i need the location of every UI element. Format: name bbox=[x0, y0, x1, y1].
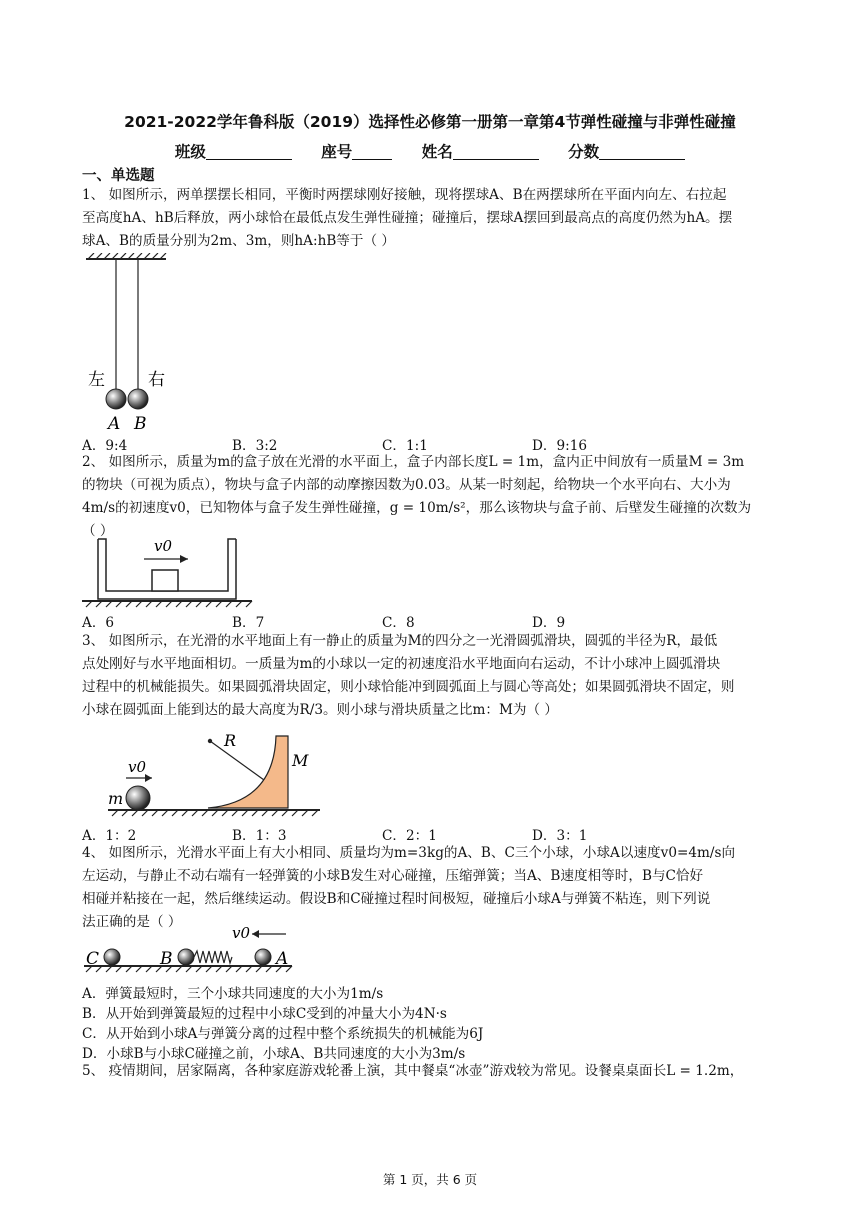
label-big-m: M bbox=[292, 751, 309, 770]
ball-b bbox=[128, 389, 148, 409]
score-field[interactable]: 分数 bbox=[568, 140, 685, 162]
question-line: 相碰并粘接在一起，然后继续运动。假设B和C碰撞过程时间极短，碰撞后小球A与弹簧不粘连，则下列说 bbox=[82, 891, 711, 907]
option-a[interactable]: A．6 bbox=[82, 615, 115, 631]
option-d[interactable]: D．9 bbox=[532, 615, 566, 631]
option-d[interactable]: D．小球B与小球C碰撞之前，小球A、B共同速度的大小为3m/s bbox=[82, 1046, 466, 1062]
option-b[interactable]: B．7 bbox=[232, 615, 265, 631]
name-field[interactable]: 姓名 bbox=[422, 140, 539, 162]
ball-b bbox=[178, 949, 194, 965]
option-b[interactable]: B．1：3 bbox=[232, 828, 287, 844]
question-line: 过程中的机械能损失。如果圆弧滑块固定，则小球恰能冲到圆弧面上与圆心等高处；如果圆弧滑块不固定，则 bbox=[82, 679, 735, 695]
option-b[interactable]: B．3:2 bbox=[232, 438, 278, 454]
page-footer: 第 1 页，共 6 页 bbox=[382, 1172, 478, 1187]
ball-m bbox=[126, 786, 150, 810]
spring-balls-figure bbox=[82, 920, 302, 980]
label-b: B bbox=[134, 414, 147, 433]
label-m: m bbox=[108, 789, 124, 808]
question-2-text bbox=[82, 451, 802, 543]
question-5-text bbox=[82, 1060, 802, 1083]
question-3-text bbox=[82, 630, 802, 722]
ball-a bbox=[255, 949, 271, 965]
arrow-head bbox=[180, 555, 188, 563]
seat-field[interactable]: 座号 bbox=[321, 140, 392, 162]
question-line: 点处刚好与水平地面相切。一质量为m的小球以一定的初速度沿水平地面向右运动，不计小球冲上圆弧滑块 bbox=[82, 656, 721, 672]
arrow-head bbox=[252, 930, 259, 938]
question-line: 3、 如图所示，在光滑的水平地面上有一静止的质量为M的四分之一光滑圆弧滑块，圆弧的半径为R，最低 bbox=[82, 633, 718, 649]
question-line: 5、 疫情期间，居家隔离，各种家庭游戏轮番上演，其中餐桌“冰壶”游戏较为常见。设餐桌桌面长L = 1.2m， bbox=[82, 1063, 744, 1079]
question-line: 2、 如图所示，质量为m的盒子放在光滑的水平面上，盒子内部长度L = 1m，盒内正中间放有一质量M = 3m bbox=[82, 454, 745, 470]
option-c[interactable]: C．1:1 bbox=[382, 438, 428, 454]
block bbox=[152, 570, 178, 591]
option-a[interactable]: A．弹簧最短时，三个小球共同速度的大小为1m/s bbox=[82, 986, 384, 1002]
spring bbox=[194, 951, 232, 963]
option-a[interactable]: A．9:4 bbox=[82, 438, 128, 454]
option-c[interactable]: C．2：1 bbox=[382, 828, 437, 844]
option-b[interactable]: B．从开始到弹簧最短的过程中小球C受到的冲量大小为4N·s bbox=[82, 1006, 447, 1022]
option-c[interactable]: C．从开始到小球A与弹簧分离的过程中整个系统损失的机械能为6J bbox=[82, 1026, 484, 1042]
question-line: 至高度hA、hB后释放，两小球恰在最低点发生弹性碰撞；碰撞后，摆球A摆回到最高点的高度仍然为hA。摆 bbox=[82, 210, 733, 226]
arc-slider bbox=[208, 736, 288, 808]
label-right: 右 bbox=[148, 370, 165, 390]
option-c[interactable]: C．8 bbox=[382, 615, 415, 631]
label-c: C bbox=[86, 949, 100, 969]
question-1-text bbox=[82, 184, 802, 253]
question-line: 4、 如图所示，光滑水平面上有大小相同、质量均为m=3kg的A、B、C三个小球，小球A以速度v0=4m/s向 bbox=[82, 845, 736, 861]
label-v0: v0 bbox=[154, 537, 173, 555]
class-field[interactable]: 班级 bbox=[175, 140, 292, 162]
question-line: 的物块（可视为质点），物块与盒子内部的动摩擦因数为0.03。从某一时刻起，给物块一个水平向右、大小为 bbox=[82, 477, 731, 493]
label-a: A bbox=[108, 414, 121, 433]
question-line: （ ） bbox=[82, 523, 114, 539]
arrow-head bbox=[145, 774, 152, 782]
option-a[interactable]: A．1：2 bbox=[82, 828, 137, 844]
label-r: R bbox=[224, 731, 237, 750]
label-b: B bbox=[160, 949, 173, 969]
question-line: 4m/s的初速度v0，已知物体与盒子发生弹性碰撞，g = 10m/s²，那么该物块与盒子前、后壁发生碰撞的次数为 bbox=[82, 500, 752, 516]
question-line: 1、 如图所示，两单摆摆长相同，平衡时两摆球刚好接触，现将摆球A、B在两摆球所在平面内向左、右拉起 bbox=[82, 187, 727, 203]
question-line: 法正确的是（ ） bbox=[82, 914, 182, 930]
section-title: 一、单选题 bbox=[82, 168, 155, 184]
ball-a bbox=[106, 389, 126, 409]
label-v0: v0 bbox=[232, 924, 251, 942]
label-v0: v0 bbox=[128, 758, 147, 776]
question-line: 左运动，与静止不动右端有一轻弹簧的小球B发生对心碰撞，压缩弹簧；当A、B速度相等时，B与C恰好 bbox=[82, 868, 704, 884]
label-left: 左 bbox=[88, 370, 105, 390]
option-d[interactable]: D．9:16 bbox=[532, 438, 588, 454]
label-a: A bbox=[276, 949, 289, 969]
document-title: 2021-2022学年鲁科版（2019）选择性必修第一册第一章第4节弹性碰撞与非弹性碰撞 bbox=[124, 113, 736, 131]
option-d[interactable]: D．3：1 bbox=[532, 828, 588, 844]
question-line: 球A、B的质量分别为2m、3m，则hA:hB等于（ ） bbox=[82, 233, 396, 249]
ball-c bbox=[104, 949, 120, 965]
question-line: 小球在圆弧面上能到达的最大高度为R/3。则小球与滑块质量之比m：M为（ ） bbox=[82, 702, 558, 718]
student-info-row bbox=[0, 140, 860, 162]
arc-slider-figure bbox=[82, 722, 322, 822]
pendulum-figure bbox=[82, 253, 182, 433]
radius-line bbox=[210, 741, 264, 780]
box-figure bbox=[82, 533, 262, 611]
